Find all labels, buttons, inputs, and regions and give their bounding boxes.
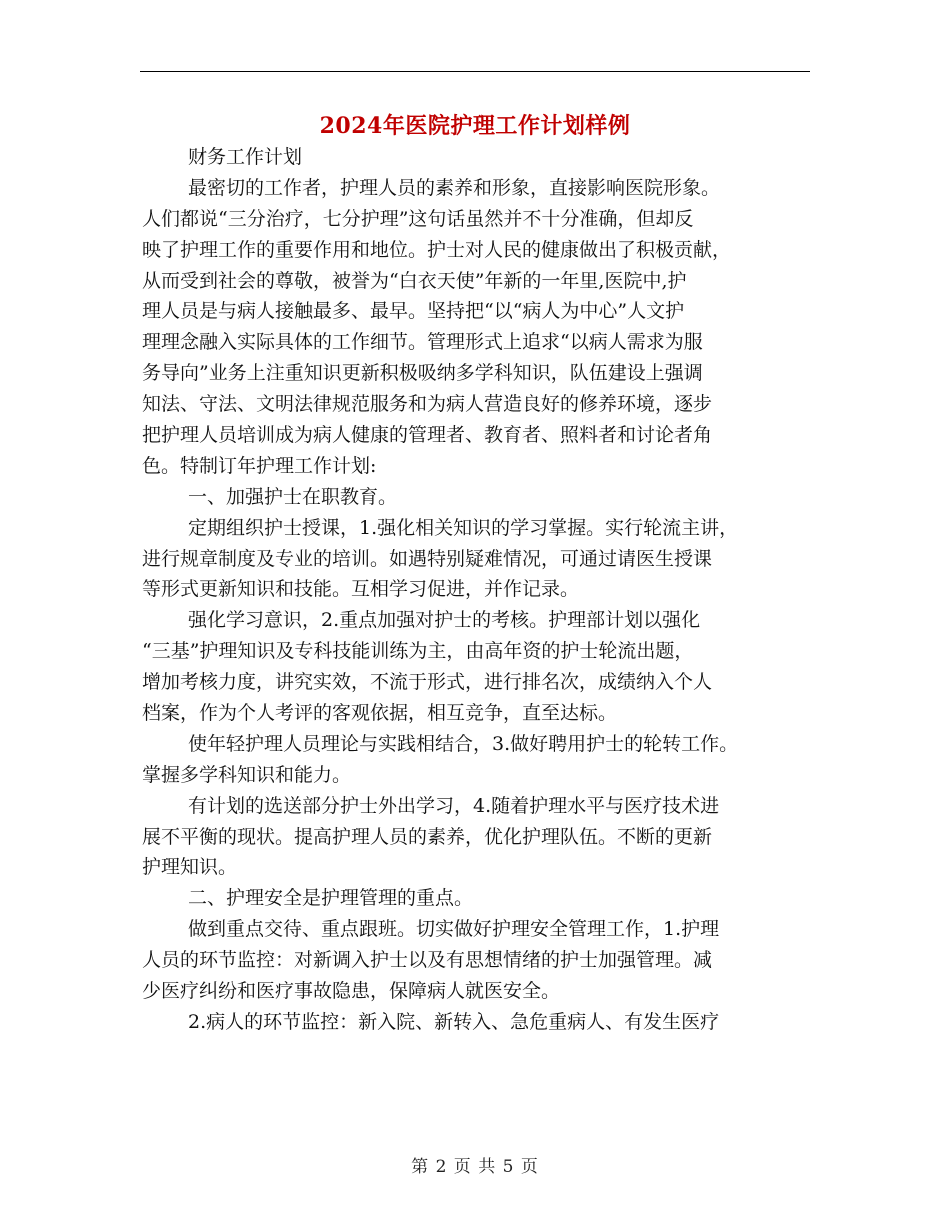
text-line: 展不平衡的现状。提高护理人员的素养，优化护理队伍。不断的更新 — [142, 825, 713, 848]
paragraph — [142, 1007, 810, 1038]
text-line: 映了护理工作的重要作用和地位。护士对人民的健康做出了积极贡献， — [142, 238, 732, 261]
text-line: 定期组织护士授课，1.强化相关知识的学习掌握。实行轮流主讲， — [188, 516, 739, 539]
text-line: 一、加强护士在职教育。 — [188, 485, 398, 508]
text-line: 二、护理安全是护理管理的重点。 — [188, 887, 474, 910]
paragraph — [142, 513, 810, 606]
paragraph — [142, 791, 810, 884]
text-line: 有计划的选送部分护士外出学习，4.随着护理水平与医疗技术进 — [188, 794, 720, 817]
text-line: 人们都说“三分治疗，七分护理”这句话虽然并不十分准确，但却反 — [142, 207, 694, 230]
text-line: 把护理人员培训成为病人健康的管理者、教育者、照料者和讨论者角 — [142, 424, 713, 447]
text-line: 护理知识。 — [142, 856, 238, 879]
text-line: 增加考核力度，讲究实效，不流于形式，进行排名次，成绩纳入个人 — [142, 671, 713, 694]
text-line: 掌握多学科知识和能力。 — [142, 763, 352, 786]
paragraph — [142, 883, 810, 914]
text-line: 人员的环节监控：对新调入护士以及有思想情绪的护士加强管理。减 — [142, 949, 713, 972]
header-rule — [140, 71, 810, 72]
paragraph — [142, 729, 810, 791]
text-line: 知法、守法、文明法律规范服务和为病人营造良好的修养环境，逐步 — [142, 393, 713, 416]
text-line: 理理念融入实际具体的工作细节。管理形式上追求“以病人需求为服 — [142, 331, 703, 354]
paragraph — [142, 142, 810, 173]
text-line: 少医疗纠纷和医疗事故隐患，保障病人就医安全。 — [142, 980, 561, 1003]
text-line: 做到重点交待、重点跟班。切实做好护理安全管理工作，1.护理 — [188, 918, 720, 941]
paragraph — [142, 173, 810, 482]
text-line: 等形式更新知识和技能。互相学习促进，并作记录。 — [142, 578, 580, 601]
text-line: 使年轻护理人员理论与实践相结合，3.做好聘用护士的轮转工作。 — [188, 732, 739, 755]
page-number-footer: 第 2 页 共 5 页 — [411, 1157, 539, 1177]
paragraph — [142, 605, 810, 729]
text-line: 财务工作计划 — [188, 146, 303, 168]
text-line: 最密切的工作者，护理人员的素养和形象，直接影响医院形象。 — [188, 176, 721, 199]
text-line: 2.病人的环节监控：新入院、新转入、急危重病人、有发生医疗 — [188, 1010, 720, 1033]
text-line: 务导向”业务上注重知识更新积极吸纳多学科知识，队伍建设上强调 — [142, 362, 703, 385]
text-line: 进行规章制度及专业的培训。如遇特别疑难情况，可通过请医生授课 — [142, 547, 713, 570]
document-title: 2024年医院护理工作计划样例 — [319, 113, 631, 139]
text-line: “三基”护理知识及专科技能训练为主，由高年资的护士轮流出题， — [142, 640, 694, 663]
paragraph — [142, 482, 810, 513]
text-line: 档案，作为个人考评的客观依据，相互竞争，直至达标。 — [142, 702, 618, 725]
text-line: 强化学习意识，2.重点加强对护士的考核。护理部计划以强化 — [188, 609, 701, 632]
text-line: 理人员是与病人接触最多、最早。坚持把“以“病人为中心”人文护 — [142, 300, 685, 323]
document-body — [142, 142, 810, 1038]
text-line: 从而受到社会的尊敬，被誉为“白衣天使”年新的一年里,医院中,护 — [142, 269, 687, 292]
text-line: 色。特制订年护理工作计划: — [142, 454, 377, 477]
paragraph — [142, 914, 810, 1007]
